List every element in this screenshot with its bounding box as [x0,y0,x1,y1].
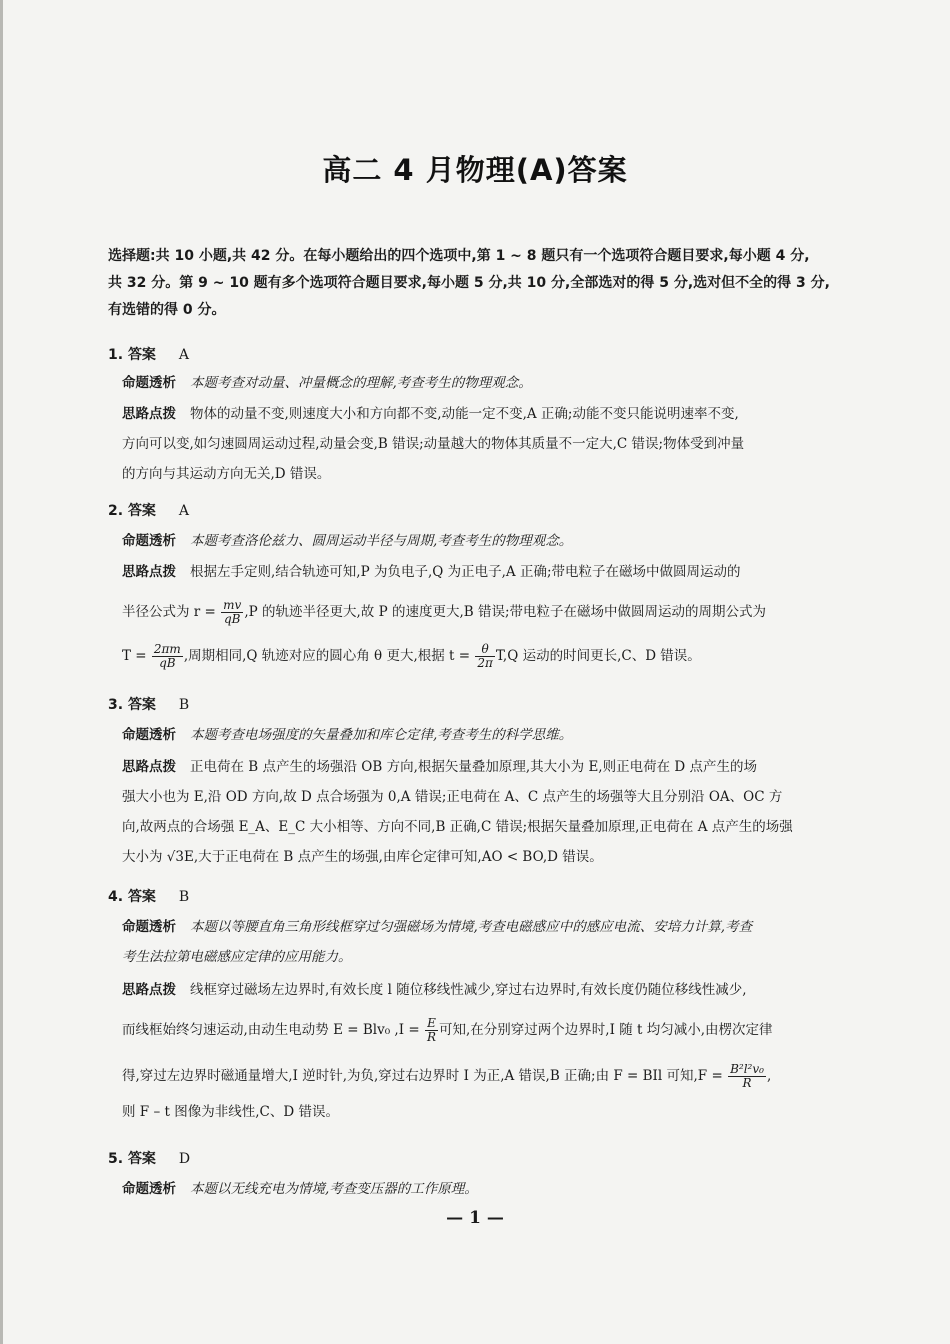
question-5-header [108,1148,190,1168]
hint-line [122,1062,847,1090]
formula-fraction [152,643,183,670]
hint-label: 思路点拨 [122,759,176,775]
hint-text: ,周期相同,Q 轨迹对应的圆心角 θ 更大,根据 t = [183,648,471,664]
question-2-hint [122,558,847,670]
intro-line: 共 32 分。第 9 ~ 10 题有多个选项符合题目要求,每小题 5 分,共 10 分,全部选对的得 5 分,选对但不全的得 3 分, [108,275,830,291]
analysis-label: 命题透析 [122,375,176,391]
analysis-label: 命题透析 [122,919,176,935]
analysis-text: 本题以等腰直角三角形线框穿过匀强磁场为情境,考查电磁感应中的感应电流、安培力计算,考查 [190,919,753,935]
hint-text: 半径公式为 r = [122,604,216,620]
question-3-hint [122,752,847,872]
question-2-analysis [122,526,847,556]
answer-value: B [178,697,190,713]
analysis-text: 本题考查对动量、冲量概念的理解,考查考生的物理观念。 [190,375,532,391]
answer-value: B [178,889,190,905]
page-edge [0,0,3,1344]
analysis-text: 本题考查洛伦兹力、圆周运动半径与周期,考查考生的物理观念。 [190,533,573,549]
question-2-header [108,500,189,520]
hint-line [122,1016,847,1044]
hint-text: 线框穿过磁场左边界时,有效长度 l 随位移线性减少,穿过右边界时,有效长度仍随位移线性减少, [190,982,747,998]
question-3-header [108,694,189,714]
question-number: 4. [108,889,124,905]
analysis-label: 命题透析 [122,727,176,743]
intro-paragraph [108,243,848,324]
fraction-numerator: E [425,1017,438,1031]
formula-fraction [425,1017,438,1044]
question-5-analysis [122,1174,847,1204]
intro-line: 选择题:共 10 小题,共 42 分。在每小题给出的四个选项中,第 1 ~ 8 题只有一个选项符合题目要求,每小题 4 分, [108,248,810,264]
fraction-denominator: qB [159,656,176,670]
fraction-numerator: B²l²v₀ [730,1062,764,1076]
fraction-denominator: R [426,1030,436,1044]
hint-text: 可知,在分别穿过两个边界时,I 随 t 均匀减小,由楞次定律 [438,1022,773,1038]
analysis-text: 考生法拉第电磁感应定律的应用能力。 [122,949,352,965]
fraction-numerator: mv [223,598,242,612]
hint-label: 思路点拨 [122,982,176,998]
hint-text: 方向可以变,如匀速圆周运动过程,动量会变,B 错误;动量越大的物体其质量不一定大,C 错误;物体受到冲量 [122,436,745,452]
question-4-hint [122,976,847,1126]
hint-text: ,P 的轨迹半径更大,故 P 的速度更大,B 错误;带电粒子在磁场中做圆周运动的周期公式为 [244,604,767,620]
hint-text: 物体的动量不变,则速度大小和方向都不变,动能一定不变,A 正确;动能不变只能说明速率不变, [190,406,739,422]
question-number: 2. [108,503,124,519]
hint-text: T = [122,648,147,664]
question-4-header [108,886,189,906]
intro-line: 有选错的得 0 分。 [108,302,226,318]
formula-fraction [475,643,495,670]
fraction-denominator: qB [223,612,241,626]
analysis-text: 本题以无线充电为情境,考查变压器的工作原理。 [190,1181,478,1197]
question-3-analysis [122,720,847,750]
answer-value: A [178,503,189,519]
hint-text: 强大小也为 E,沿 OD 方向,故 D 点合场强为 0,A 错误;正电荷在 A、C 点产生的场强等大且分别沿 OA、OC 方 [122,789,783,805]
question-number: 1. [108,347,124,363]
answer-label: 答案 [127,889,156,905]
question-number: 3. [108,697,124,713]
answer-label: 答案 [127,697,156,713]
hint-label: 思路点拨 [122,406,176,422]
analysis-label: 命题透析 [122,533,176,549]
hint-text: 正电荷在 B 点产生的场强沿 OB 方向,根据矢量叠加原理,其大小为 E,则正电荷在 D 点产生的场 [190,759,757,775]
hint-text: 则 F – t 图像为非线性,C、D 错误。 [122,1104,339,1120]
question-4-analysis [122,912,847,972]
analysis-text: 本题考查电场强度的矢量叠加和库仑定律,考查考生的科学思维。 [190,727,573,743]
question-number: 5. [108,1151,124,1167]
question-1-hint [122,399,847,489]
question-1-header [108,344,189,364]
answer-value: A [178,347,189,363]
hint-text: , [766,1068,772,1084]
hint-line [122,598,847,626]
hint-line [122,642,847,670]
fraction-denominator: 2π [477,656,493,670]
fraction-numerator: 2πm [153,642,181,656]
fraction-numerator: θ [475,643,495,657]
hint-text: 向,故两点的合场强 E_A、E_C 大小相等、方向不同,B 正确,C 错误;根据矢量叠加原理,正电荷在 A 点产生的场强 [122,819,793,835]
fraction-denominator: R [742,1076,752,1090]
page-number: — 1 — [446,1208,504,1228]
hint-text: 大小为 √3E,大于正电荷在 B 点产生的场强,由库仑定律可知,AO < BO,D 错误。 [122,849,603,865]
analysis-label: 命题透析 [122,1181,176,1197]
answer-label: 答案 [127,347,156,363]
answer-label: 答案 [127,1151,156,1167]
hint-text: 的方向与其运动方向无关,D 错误。 [122,466,331,482]
hint-text: T,Q 运动的时间更长,C、D 错误。 [495,648,701,664]
hint-text: 得,穿过左边界时磁通量增大,I 逆时针,为负,穿过右边界时 I 为正,A 错误,B 正确;由 F = BIl 可知,F = [122,1068,723,1084]
question-1-analysis [122,368,847,398]
hint-text: 而线框始终匀速运动,由动生电动势 E = Blv₀ ,I = [122,1022,420,1038]
formula-fraction [221,599,243,626]
page-title: 高二 4 月物理(A)答案 [322,153,628,187]
formula-fraction [728,1063,766,1090]
answer-value: D [178,1151,191,1167]
answer-label: 答案 [127,503,156,519]
hint-label: 思路点拨 [122,564,176,580]
hint-text: 根据左手定则,结合轨迹可知,P 为负电子,Q 为正电子,A 正确;带电粒子在磁场中做圆周运动的 [190,564,741,580]
